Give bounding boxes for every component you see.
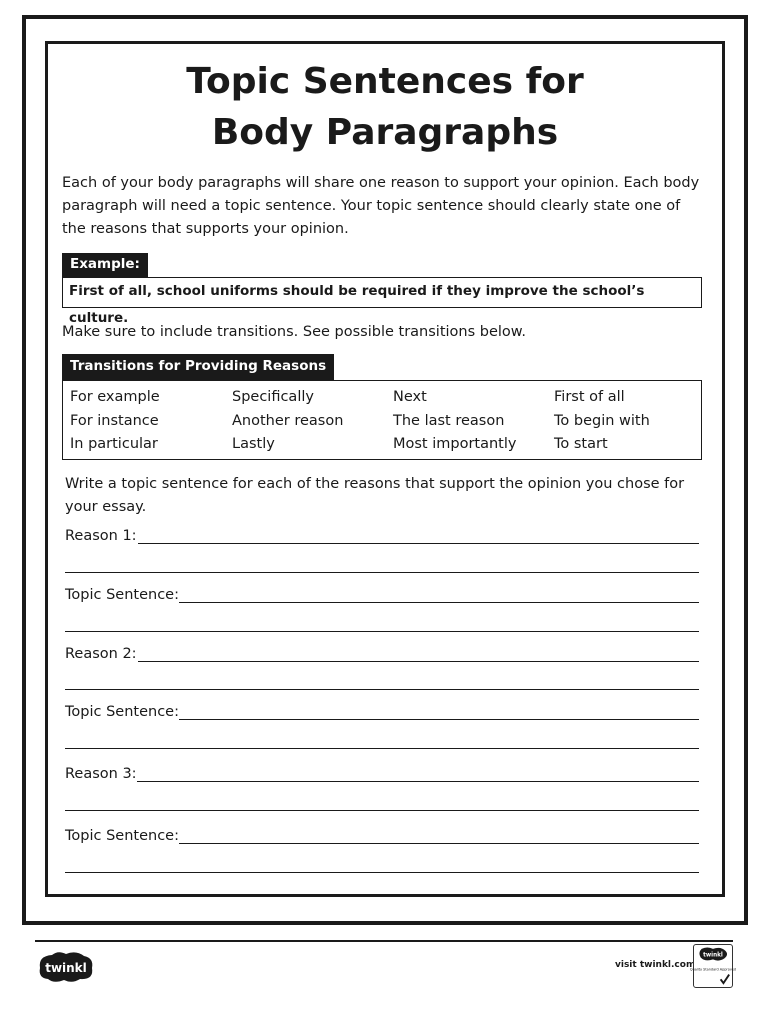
transition-word: The last reason xyxy=(393,412,505,429)
logo-text: twinkl xyxy=(45,961,87,975)
page-title xyxy=(45,56,725,158)
transitions-column xyxy=(70,386,160,457)
reason-2-line-2[interactable] xyxy=(65,689,699,690)
twinkl-logo xyxy=(36,950,96,984)
transition-word: Another reason xyxy=(232,412,344,429)
reason-1-label: Reason 1: xyxy=(65,528,137,544)
check-icon xyxy=(721,975,730,984)
transitions-table xyxy=(62,380,702,460)
transition-word: For instance xyxy=(70,412,159,429)
footer-divider xyxy=(35,940,733,942)
transition-word: Lastly xyxy=(232,436,275,452)
transition-word: To begin with xyxy=(554,412,650,429)
topic-3-line[interactable] xyxy=(174,843,699,844)
topic-1-line-2[interactable] xyxy=(65,631,699,632)
transitions-column xyxy=(232,386,343,457)
reason-3-line-2[interactable] xyxy=(65,810,699,811)
reason-1-line[interactable] xyxy=(138,543,699,544)
transition-word: Most importantly xyxy=(393,436,517,452)
example-sentence: First of all, school uniforms should be required if they improve the school’s culture. xyxy=(62,277,702,308)
intro-paragraph: Each of your body paragraphs will share one reason to support your opinion. Each body paragraph will need a topic sentence. Your topic sentence should clearly state one of the reasons that supports your opinion. xyxy=(62,175,700,237)
reason-2-line[interactable] xyxy=(138,661,699,662)
title-line-1: Topic Sentences for xyxy=(186,61,584,102)
badge-text: Quality Standard Approved xyxy=(689,967,737,972)
quality-badge xyxy=(689,944,737,988)
transition-word: Next xyxy=(393,389,427,405)
example-label: Example: xyxy=(62,253,148,277)
topic-1-line[interactable] xyxy=(178,602,699,603)
transition-word: First of all xyxy=(554,389,625,405)
badge-brand: twinkl xyxy=(703,952,723,959)
inner-border xyxy=(45,41,725,897)
reason-2-label: Reason 2: xyxy=(65,646,137,662)
topic-2-line-2[interactable] xyxy=(65,748,699,749)
topic-3-line-2[interactable] xyxy=(65,872,699,873)
reason-1-line-2[interactable] xyxy=(65,572,699,573)
reason-3-line[interactable] xyxy=(133,781,699,782)
transition-word: Specifically xyxy=(232,389,314,405)
title-line-2: Body Paragraphs xyxy=(211,112,559,153)
write-instruction: Write a topic sentence for each of the reasons that support the opinion you chose for your essay. xyxy=(65,476,685,515)
transition-word: To start xyxy=(554,436,608,452)
transition-note: Make sure to include transitions. See possible transitions below. xyxy=(62,324,526,340)
topic-3-label: Topic Sentence: xyxy=(65,828,179,844)
transition-word: In particular xyxy=(70,436,158,452)
topic-2-label: Topic Sentence: xyxy=(65,704,179,720)
reason-3-label: Reason 3: xyxy=(65,766,137,782)
visit-link[interactable]: visit twinkl.com xyxy=(615,960,696,970)
transitions-column xyxy=(554,386,650,457)
transition-word: For example xyxy=(70,389,160,405)
transitions-column xyxy=(393,386,516,457)
transitions-heading: Transitions for Providing Reasons xyxy=(62,354,334,380)
topic-2-line[interactable] xyxy=(174,719,699,720)
topic-1-label: Topic Sentence: xyxy=(65,587,179,603)
